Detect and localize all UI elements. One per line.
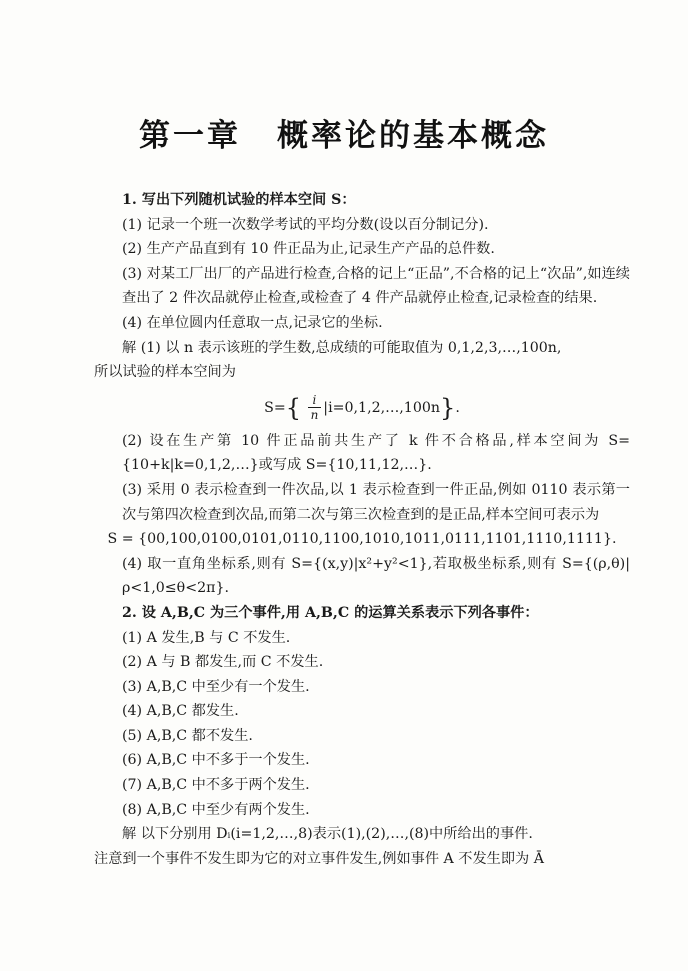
solution-1-part2: (2) 设在生产第 10 件正品前共生产了 k 件不合格品,样本空间为 S={10+k|k=0,1,2,…}或写成 S={10,11,12,…}. — [122, 432, 630, 474]
q2-item: (2) A 与 B 都发生,而 C 不发生. — [122, 654, 324, 671]
formula-sample-space-1: S={ $\frac{i}{n}$ |i=0,1,2,…,100n}. — [264, 393, 460, 423]
q2-item: (4) A,B,C 都发生. — [122, 703, 239, 720]
fraction: $\frac{i}{n}$ — [308, 393, 322, 422]
q2-item: (6) A,B,C 中不多于一个发生. — [122, 752, 310, 769]
q2-item: (5) A,B,C 都不发生. — [122, 727, 253, 744]
chapter-title — [0, 110, 688, 155]
q2-item: (8) A,B,C 中至少有两个发生. — [122, 801, 310, 818]
question-2-intro: 2. 设 A,B,C 为三个事件,用 A,B,C 的运算关系表示下列各事件： — [122, 604, 539, 621]
question-1-intro: 1. 写出下列随机试验的样本空间 S： — [122, 192, 356, 208]
solution-2-line: 解 以下分别用 Dᵢ(i=1,2,…,8)表示(1),(2),…,(8)中所给出的事件. — [122, 826, 533, 843]
chapter-name: 概率论的基本概念 — [277, 118, 549, 154]
solution-1-line: 所以试验的样本空间为 — [94, 364, 236, 381]
solution-1-part4: (4) 取一直角坐标系,则有 S={(x,y)|x²+y²<1},若取极坐标系,则有 S={(ρ,θ)|ρ<1,0≤θ<2π}. — [122, 555, 630, 597]
solution-2-line: 注意到一个事件不发生即为它的对立事件发生,例如事件 A 不发生即为 Ā — [94, 850, 544, 867]
solution-1-part3: (3) 采用 0 表示检查到一件次品,以 1 表示检查到一件正品,例如 0110 表示第一次与第四次检查到次品,而第二次与第三次检查到的是正品,样本空间可表示为 — [122, 481, 630, 523]
solution-1-line: 解 (1) 以 n 表示该班的学生数,总成绩的可能取值为 0,1,2,3,…,100n, — [122, 339, 562, 356]
q2-item: (1) A 发生,B 与 C 不发生. — [122, 629, 291, 646]
body-text — [94, 188, 630, 871]
chapter-number: 第一章 — [139, 118, 241, 154]
formula-sample-space-3: S = {00,100,0100,0101,0110,1100,1010,1011,0111,1101,1110,1111}. — [107, 531, 617, 548]
q2-item: (7) A,B,C 中不多于两个发生. — [122, 777, 310, 794]
q1-item: (1) 记录一个班一次数学考试的平均分数(设以百分制记分). — [122, 216, 489, 233]
q1-item: (2) 生产产品直到有 10 件正品为止,记录生产产品的总件数. — [122, 241, 495, 258]
q1-item: (3) 对某工厂出厂的产品进行检查,合格的记上“正品”,不合格的记上“次品”,如连续查出了 2 件次品就停止检查,或检查了 4 件产品就停止检查,记录检查的结果. — [122, 265, 630, 307]
q2-item: (3) A,B,C 中至少有一个发生. — [122, 678, 310, 695]
q1-item: (4) 在单位圆内任意取一点,记录它的坐标. — [122, 314, 383, 331]
